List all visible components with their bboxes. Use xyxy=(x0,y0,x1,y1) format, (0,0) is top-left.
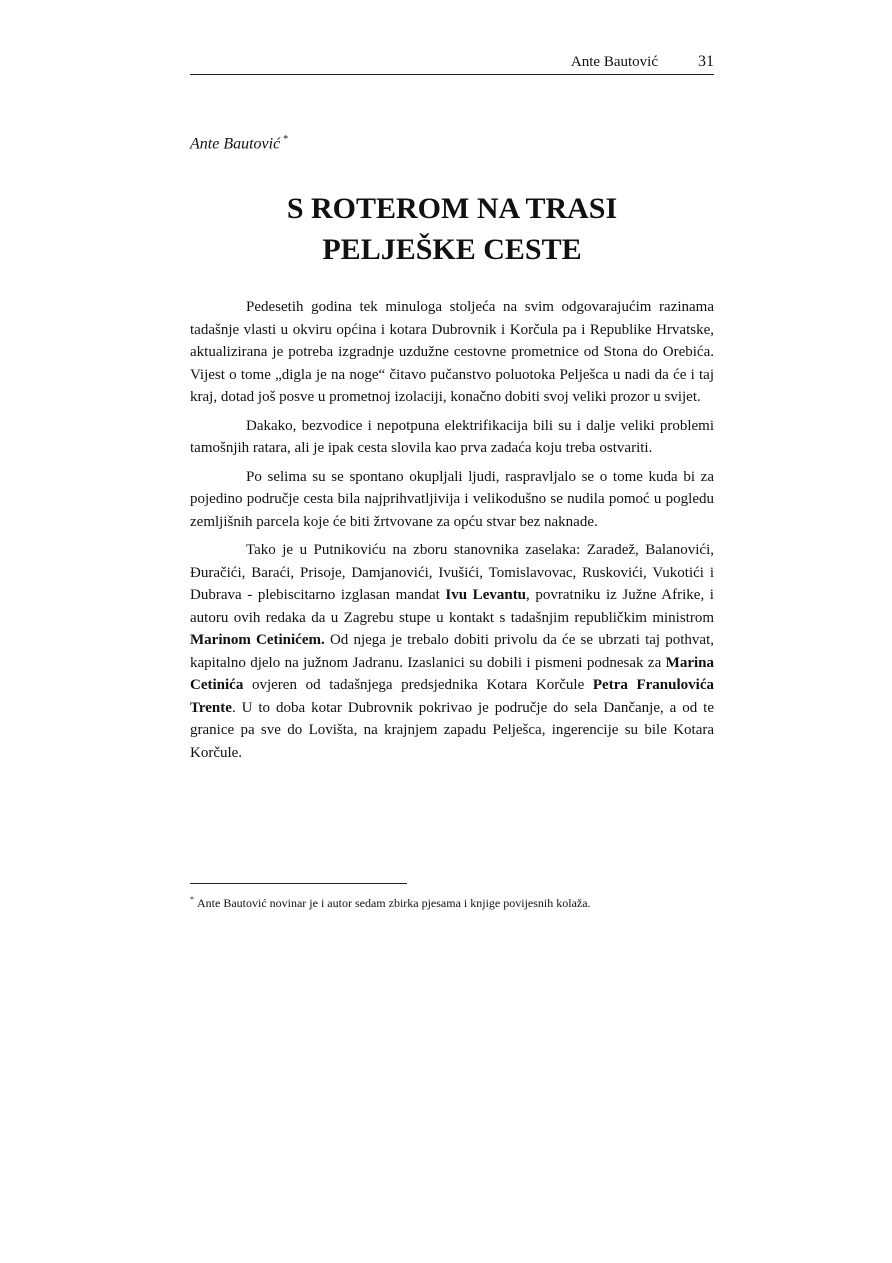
paragraph-4 xyxy=(190,539,714,764)
bold-name: Marinom Cetinićem. xyxy=(190,632,325,648)
title-line-1: S ROTEROM NA TRASI xyxy=(286,192,618,225)
paragraph-4-text: , povratniku iz Južne Afrike, i autoru ovih redaka da u Zagrebu stupe u kontakt s tadašnjim republičkim ministrom xyxy=(190,587,714,626)
bold-name: Marina Cetinića xyxy=(190,654,714,693)
bold-name: Petra Franulovića Trente xyxy=(190,677,714,716)
article-title xyxy=(190,188,714,270)
author-byline xyxy=(190,134,288,153)
footnote xyxy=(190,892,714,911)
author-name: Ante Bautović xyxy=(190,135,281,153)
paragraph-4-text: ovjeren od tadašnjega predsjednika Kotara Korčule xyxy=(243,677,593,693)
title-line-2: PELJEŠKE CESTE xyxy=(322,233,582,266)
paragraph-2: Dakako, bezvodice i nepotpuna elektrifikacija bili su i dalje veliki problemi tamošnjih ratara, ali je ipak cesta slovila kao prva zadaća koju treba ostvariti. xyxy=(190,417,714,456)
footnote-text: Ante Bautović novinar je i autor sedam zbirka pjesama i knjige povijesnih kolaža. xyxy=(197,896,591,910)
paragraph-4-text: Tako je u Putnikoviću na zboru stanovnika zaselaka: Zaradež, Balanovići, Đuračići, Baraći, Prisoje, Damjanovići, Ivušići, Tomislavovac, Ruskovići, Vukotići i Dubrava - plebiscitarno izglasan mandat xyxy=(190,542,714,603)
byline-footnote-mark: * xyxy=(283,134,289,145)
paragraph-4-text: . U to doba kotar Dubrovnik pokrivao je područje do sela Dančanje, a od te granice pa sve do Lovišta, na krajnjem zapadu Pelješca, ingerencije su bile Kotara Korčule. xyxy=(190,699,714,761)
paragraph-4-text: Od njega je trebalo dobiti privolu da će se ubrzati taj pothvat, kapitalno djelo na južnom Jadranu. Izaslanici su dobili i pismeni podnesak za xyxy=(190,632,715,671)
page-number: 31 xyxy=(698,53,714,70)
footnote-mark: * xyxy=(190,895,194,904)
paragraph-1: Pedesetih godina tek minuloga stoljeća na svim odgovarajućim razinama tadašnje vlasti u okviru općina i kotara Dubrovnik i Korčula pa i Republike Hrvatske, aktualizirana je potreba izgradnje uzdužne cestovne prometnice od Stona do Orebića. Vijest o tome „digla je na noge“ čitavo pučanstvo poluotoka Pelješca u nadi da će i taj kraj, dotad još posve u prometnoj izolaciji, konačno dobiti svoj veliki prozor u svijet. xyxy=(190,299,714,405)
page-header xyxy=(190,52,714,75)
running-head: Ante Bautović xyxy=(570,54,658,70)
footnote-divider xyxy=(190,883,407,884)
paragraph-3: Po selima su se spontano okupljali ljudi, raspravljalo se o tome kuda bi za pojedino područje cesta bila najprihvatljivija i velikodušno se nudila pomoć u pogledu zemljišnih parcela koje će biti žrtvovane za opću stvar bez naknade. xyxy=(190,468,714,530)
bold-name: Ivu Levantu xyxy=(445,587,527,603)
article-body xyxy=(190,296,714,770)
